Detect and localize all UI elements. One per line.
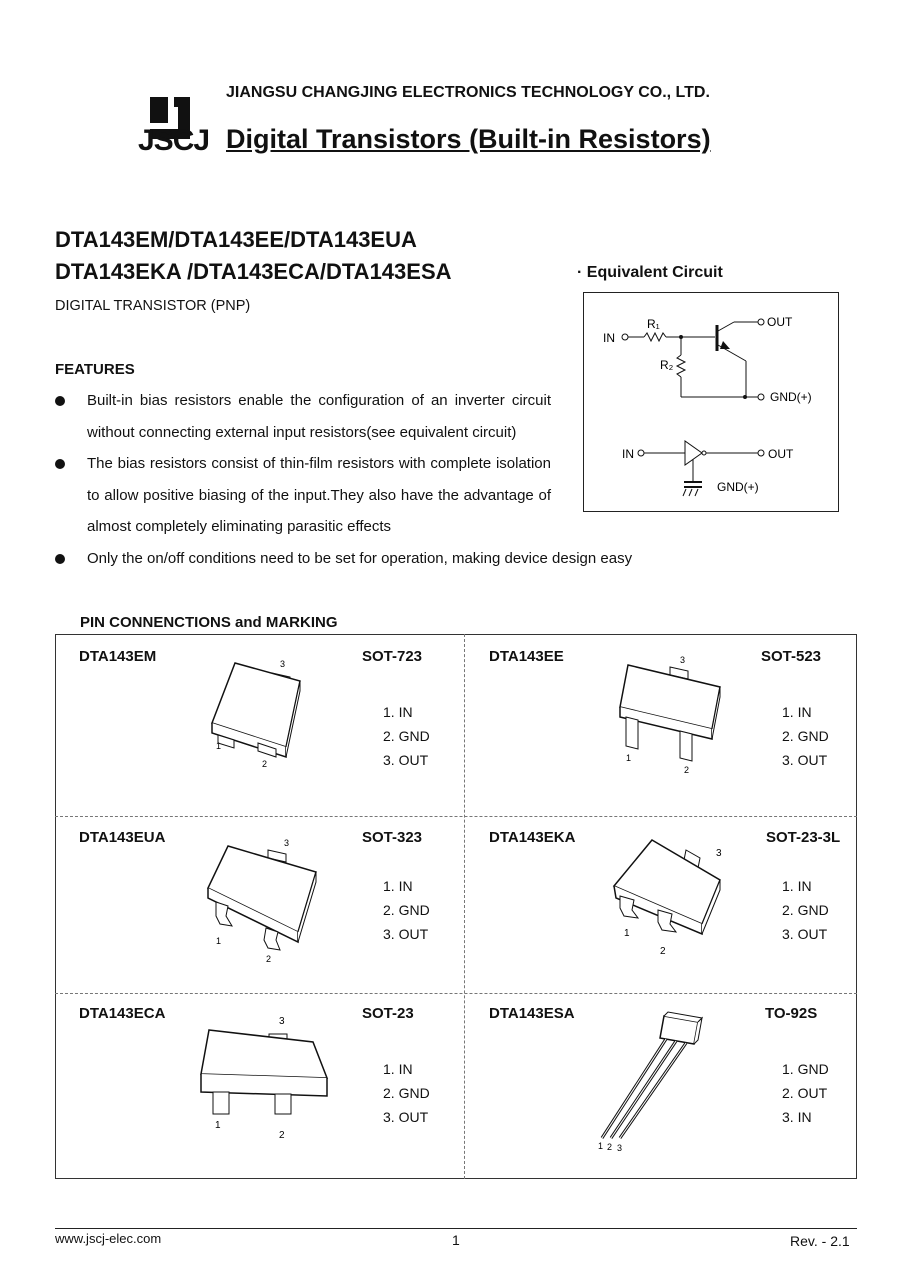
pin-number: 1 — [216, 741, 222, 751]
pin-number: 3 — [284, 838, 290, 848]
cell-package: SOT-23-3L — [766, 829, 841, 846]
feature-item: Only the on/off conditions need to be set for operation, making device design easy — [87, 550, 633, 567]
part-numbers-line-1: DTA143EM/DTA143EE/DTA143EUA — [55, 227, 417, 252]
row-divider — [55, 816, 857, 817]
pin-item: 3. OUT — [383, 752, 429, 768]
pin-number: 2 — [279, 1130, 285, 1141]
gnd-label-top: GND(+) — [770, 390, 812, 404]
out-label-top: OUT — [767, 315, 793, 329]
r2-label: R₂ — [660, 358, 674, 372]
pin-item: 1. IN — [383, 878, 413, 894]
pin-number: 3 — [617, 1143, 623, 1153]
column-divider — [464, 634, 465, 1179]
pin-connections-heading: PIN CONNENCTIONS and MARKING — [80, 614, 338, 631]
pin-number: 2 — [607, 1142, 613, 1152]
document-title: Digital Transistors (Built-in Resistors) — [226, 124, 711, 154]
pin-number: 1 — [216, 936, 222, 946]
pin-item: 1. IN — [782, 704, 812, 720]
pin-item: 1. IN — [383, 704, 413, 720]
r1-label: R₁ — [647, 317, 660, 331]
cell-part-number: DTA143ESA — [489, 1005, 575, 1022]
pin-item: 1. GND — [782, 1061, 829, 1077]
pin-number: 2 — [660, 946, 666, 957]
equivalent-circuit-box — [583, 292, 839, 512]
in-label-top: IN — [603, 331, 615, 345]
pin-item: 3. OUT — [782, 926, 828, 942]
pin-item: 1. IN — [383, 1061, 413, 1077]
sot-23-3l-package-icon — [608, 836, 732, 960]
pin-list — [383, 700, 430, 772]
revision-label: Rev. - 2.1 — [790, 1233, 850, 1249]
pin-number: 3 — [279, 1016, 285, 1027]
pin-item: 3. OUT — [383, 926, 429, 942]
pin-number: 3 — [716, 848, 722, 859]
pin-list — [782, 1057, 829, 1129]
footer-divider — [55, 1228, 857, 1229]
to-92s-package-icon — [594, 1010, 714, 1154]
footer-url: www.jscj-elec.com — [55, 1231, 162, 1246]
cell-part-number: DTA143ECA — [79, 1005, 166, 1022]
pin-number: 1 — [598, 1141, 604, 1151]
cell-part-number: DTA143EUA — [79, 829, 166, 846]
cell-package: SOT-523 — [761, 648, 822, 665]
cell-package: TO-92S — [765, 1005, 818, 1022]
cell-package: SOT-23 — [362, 1005, 414, 1022]
product-subtitle: DIGITAL TRANSISTOR (PNP) — [55, 298, 251, 314]
bullet-icon — [55, 554, 65, 564]
pin-list — [782, 700, 829, 772]
part-numbers-line-2: DTA143EKA /DTA143ECA/DTA143ESA — [55, 259, 452, 284]
pin-item: 1. IN — [782, 878, 812, 894]
pin-item: 2. GND — [383, 1085, 430, 1101]
cell-package: SOT-323 — [362, 829, 423, 846]
pin-number: 2 — [266, 954, 272, 964]
bullet-icon — [55, 459, 65, 469]
in-label-bottom: IN — [622, 447, 634, 461]
pin-number: 3 — [680, 655, 686, 665]
pin-item: 3. OUT — [782, 752, 828, 768]
pin-number: 2 — [684, 765, 690, 775]
cell-part-number: DTA143EKA — [489, 829, 576, 846]
features-heading: FEATURES — [55, 361, 135, 378]
sot-23-package-icon — [193, 1012, 333, 1146]
feature-item: The bias resistors consist of thin-film resistors with complete isolation to allow positive biasing of the input.They also have the advantage of almost completely eliminating parasitic effects — [87, 455, 551, 535]
gnd-label-bottom: GND(+) — [717, 480, 759, 494]
pin-item: 2. OUT — [782, 1085, 828, 1101]
feature-item: Built-in bias resistors enable the configuration of an inverter circuit without connecting external input resistors(see equivalent circuit) — [87, 392, 551, 441]
sot-323-package-icon — [198, 836, 322, 966]
sot-723-package-icon — [200, 655, 320, 770]
cell-part-number: DTA143EM — [79, 648, 157, 665]
pin-list — [383, 1057, 430, 1129]
equivalent-circuit-diagram — [584, 293, 840, 513]
pin-number: 1 — [626, 753, 632, 763]
bullet-icon — [55, 396, 65, 406]
pin-item: 3. IN — [782, 1109, 812, 1125]
cell-part-number: DTA143EE — [489, 648, 564, 665]
equivalent-circuit-title: · Equivalent Circuit — [577, 264, 723, 281]
sot-523-package-icon — [608, 653, 728, 775]
pin-connections-table — [55, 634, 857, 1179]
pin-item: 2. GND — [782, 728, 829, 744]
cell-package: SOT-723 — [362, 648, 423, 665]
pin-item: 2. GND — [383, 902, 430, 918]
pin-number: 1 — [215, 1120, 221, 1131]
pin-number: 3 — [280, 659, 286, 669]
pin-item: 2. GND — [782, 902, 829, 918]
company-name: JIANGSU CHANGJING ELECTRONICS TECHNOLOGY CO., LTD. — [226, 84, 710, 101]
row-divider — [55, 993, 857, 994]
page-number: 1 — [452, 1232, 460, 1248]
pin-number: 2 — [262, 759, 268, 769]
out-label-bottom: OUT — [768, 447, 794, 461]
pin-item: 2. GND — [383, 728, 430, 744]
pin-list — [782, 874, 829, 946]
logo-text: JSCJ — [138, 124, 210, 157]
pin-item: 3. OUT — [383, 1109, 429, 1125]
pin-number: 1 — [624, 928, 630, 939]
pin-list — [383, 874, 430, 946]
